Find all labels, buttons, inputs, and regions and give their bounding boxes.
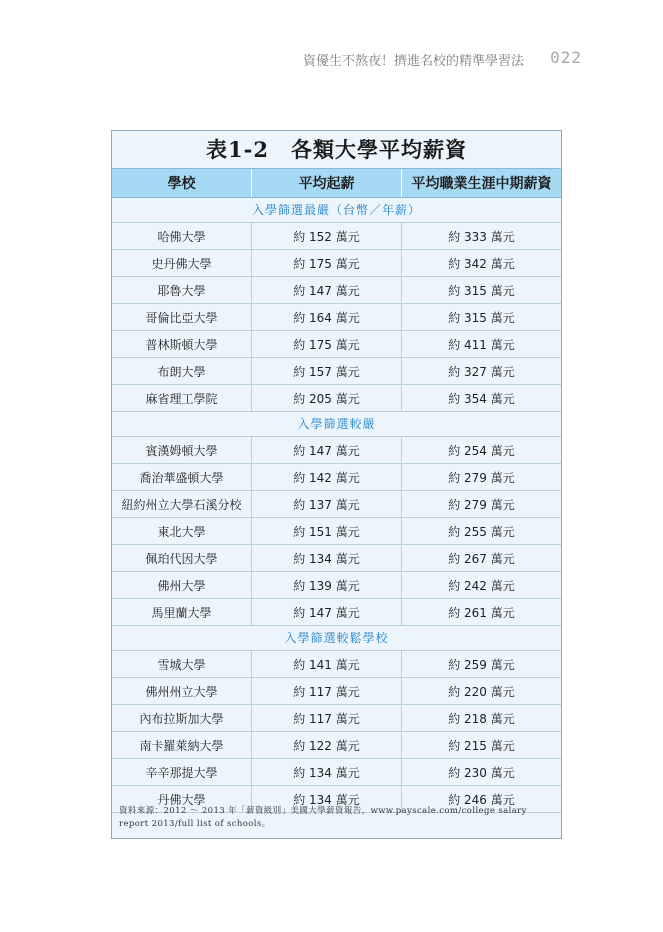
mid-career-salary-cell: 約 315 萬元	[401, 304, 561, 330]
mid-career-salary-cell: 約 333 萬元	[401, 223, 561, 249]
starting-salary-cell: 約 137 萬元	[251, 491, 401, 517]
school-cell: 馬里蘭大學	[151, 605, 212, 620]
starting-salary-cell: 約 142 萬元	[251, 464, 401, 490]
school-cell: 南卡羅萊納大學	[139, 738, 224, 753]
mid-career-salary-cell: 約 342 萬元	[401, 250, 561, 276]
school-cell: 賓漢姆頓大學	[145, 443, 218, 458]
table-row	[112, 250, 561, 277]
starting-salary-cell: 約 175 萬元	[251, 331, 401, 357]
mid-career-salary-cell: 約 354 萬元	[401, 385, 561, 411]
school-cell: 耶魯大學	[157, 283, 206, 298]
starting-salary-cell: 約 164 萬元	[251, 304, 401, 330]
table-row	[112, 277, 561, 304]
column-header-mid-career-salary: 平均職業生涯中期薪資	[401, 169, 561, 197]
column-header-school: 學校	[167, 176, 196, 192]
starting-salary-cell: 約 134 萬元	[251, 545, 401, 571]
school-cell: 紐約州立大學石溪分校	[121, 497, 242, 512]
starting-salary-cell: 約 151 萬元	[251, 518, 401, 544]
school-cell: 辛辛那提大學	[145, 765, 218, 780]
table-row	[112, 545, 561, 572]
school-cell: 佛州州立大學	[145, 684, 218, 699]
school-cell: 佛州大學	[157, 578, 206, 593]
school-cell: 佩珀代因大學	[145, 551, 218, 566]
school-cell: 普林斯頓大學	[145, 337, 218, 352]
starting-salary-cell: 約 147 萬元	[251, 277, 401, 303]
mid-career-salary-cell: 約 215 萬元	[401, 732, 561, 758]
school-cell: 丹佛大學	[157, 792, 206, 807]
table-row	[112, 651, 561, 678]
starting-salary-cell: 約 152 萬元	[251, 223, 401, 249]
table-row	[112, 732, 561, 759]
table-row	[112, 464, 561, 491]
school-cell: 哈佛大學	[157, 229, 206, 244]
starting-salary-cell: 約 141 萬元	[251, 651, 401, 677]
school-cell: 哥倫比亞大學	[145, 310, 218, 325]
starting-salary-cell: 約 117 萬元	[251, 705, 401, 731]
mid-career-salary-cell: 約 220 萬元	[401, 678, 561, 704]
mid-career-salary-cell: 約 230 萬元	[401, 759, 561, 785]
table-row	[112, 385, 561, 412]
salary-table	[111, 130, 562, 839]
mid-career-salary-cell: 約 267 萬元	[401, 545, 561, 571]
mid-career-salary-cell: 約 327 萬元	[401, 358, 561, 384]
mid-career-salary-cell: 約 279 萬元	[401, 464, 561, 490]
table-row	[112, 304, 561, 331]
section-label: 入學篩選最嚴（台幣／年薪）	[112, 198, 561, 223]
school-cell: 東北大學	[157, 524, 206, 539]
page-number: 022	[550, 48, 582, 67]
table-row	[112, 223, 561, 250]
school-cell: 史丹佛大學	[151, 256, 212, 271]
school-cell: 雪城大學	[157, 657, 206, 672]
starting-salary-cell: 約 117 萬元	[251, 678, 401, 704]
table-row	[112, 759, 561, 786]
running-head	[300, 50, 582, 70]
starting-salary-cell: 約 205 萬元	[251, 385, 401, 411]
starting-salary-cell: 約 147 萬元	[251, 437, 401, 463]
starting-salary-cell: 約 147 萬元	[251, 599, 401, 625]
table-row	[112, 599, 561, 626]
running-title: 資優生不熬夜！擠進名校的精準學習法	[302, 54, 524, 69]
mid-career-salary-cell: 約 411 萬元	[401, 331, 561, 357]
table-row	[112, 705, 561, 732]
table-row	[112, 331, 561, 358]
mid-career-salary-cell: 約 218 萬元	[401, 705, 561, 731]
section-label: 入學篩選較鬆學校	[112, 626, 561, 651]
mid-career-salary-cell: 約 254 萬元	[401, 437, 561, 463]
school-cell: 麻省理工學院	[145, 391, 218, 406]
table-body	[112, 198, 561, 813]
starting-salary-cell: 約 122 萬元	[251, 732, 401, 758]
table-row	[112, 572, 561, 599]
table-row	[112, 358, 561, 385]
mid-career-salary-cell: 約 246 萬元	[401, 786, 561, 812]
table-title: 表1-2 各類大學平均薪資	[206, 137, 467, 162]
starting-salary-cell: 約 175 萬元	[251, 250, 401, 276]
school-cell: 布朗大學	[157, 364, 206, 379]
mid-career-salary-cell: 約 255 萬元	[401, 518, 561, 544]
mid-career-salary-cell: 約 242 萬元	[401, 572, 561, 598]
starting-salary-cell: 約 134 萬元	[251, 759, 401, 785]
source-note: 資料來源：2012 ～ 2013 年「薪資級別」美國大學薪資報告，www.payscale.com/college salary report 2013/full list of schools。	[119, 806, 527, 829]
starting-salary-cell: 約 134 萬元	[251, 786, 401, 812]
mid-career-salary-cell: 約 315 萬元	[401, 277, 561, 303]
table-row	[112, 678, 561, 705]
table-row	[112, 437, 561, 464]
starting-salary-cell: 約 157 萬元	[251, 358, 401, 384]
mid-career-salary-cell: 約 279 萬元	[401, 491, 561, 517]
table-row	[112, 518, 561, 545]
section-label: 入學篩選較嚴	[112, 412, 561, 437]
starting-salary-cell: 約 139 萬元	[251, 572, 401, 598]
mid-career-salary-cell: 約 261 萬元	[401, 599, 561, 625]
table-row	[112, 491, 561, 518]
mid-career-salary-cell: 約 259 萬元	[401, 651, 561, 677]
table-header	[112, 168, 561, 198]
school-cell: 內布拉斯加大學	[139, 711, 224, 726]
school-cell: 喬治華盛頓大學	[139, 470, 224, 485]
column-header-starting-salary: 平均起薪	[251, 169, 401, 197]
